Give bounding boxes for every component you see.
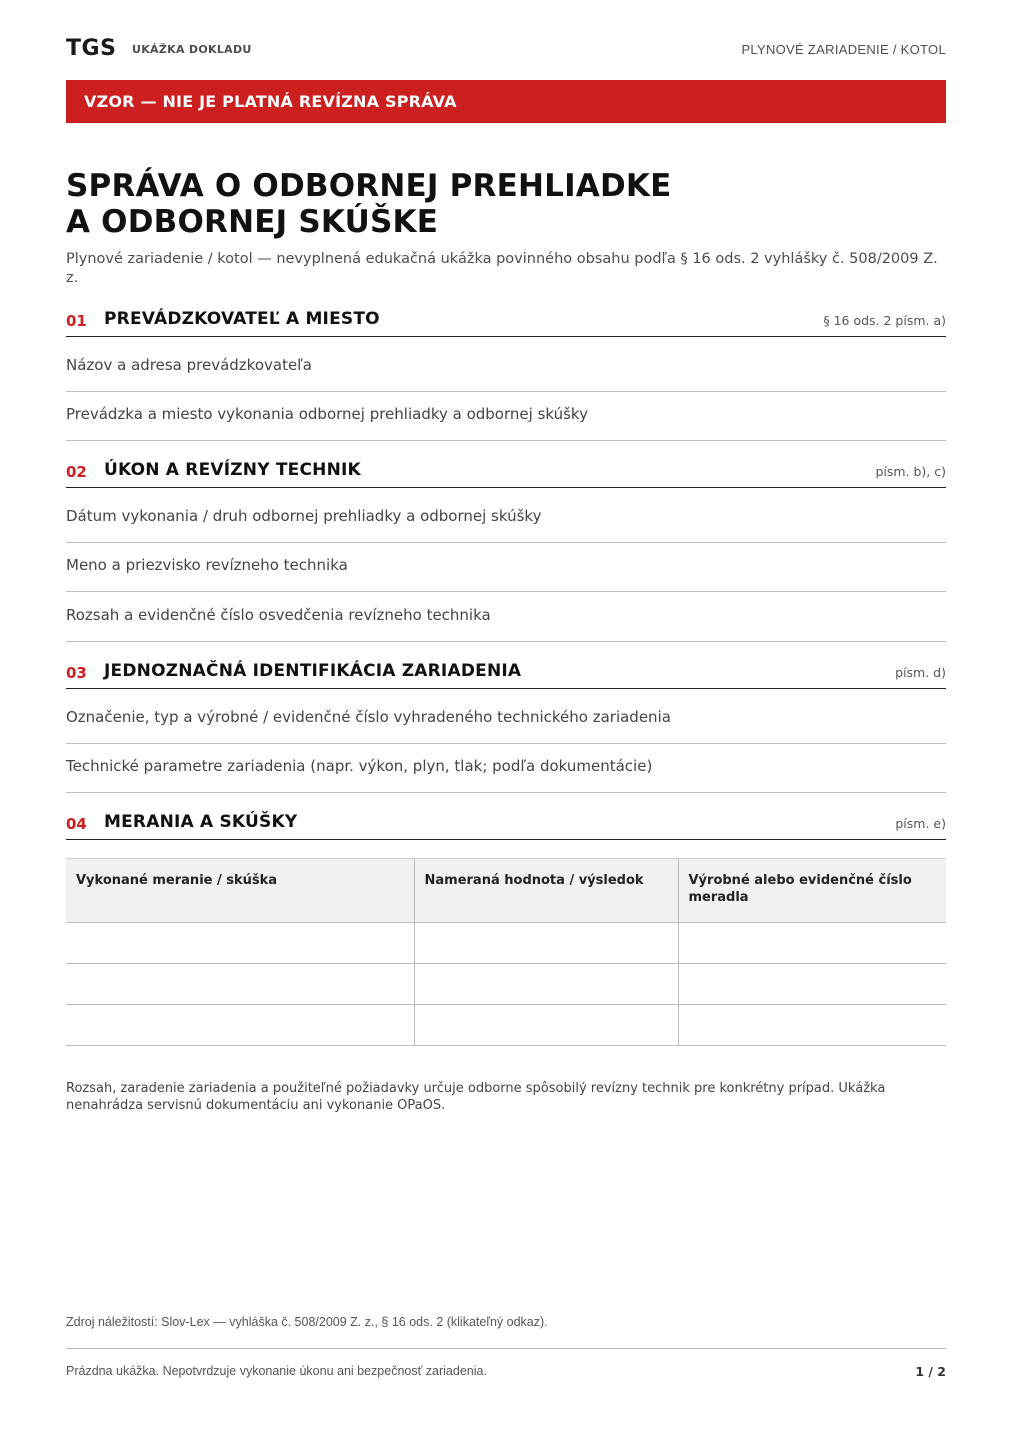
- section-title: ÚKON A REVÍZNY TECHNIK: [104, 460, 361, 480]
- company-logo: TGS: [66, 36, 117, 61]
- table-cell-measurement[interactable]: [66, 923, 414, 964]
- sample-warning-text: VZOR — NIE JE PLATNÁ REVÍZNA SPRÁVA: [84, 92, 457, 111]
- section-number: 04: [66, 815, 87, 833]
- section-header-operator: [66, 308, 946, 337]
- section-legal-reference: písm. d): [895, 665, 946, 680]
- table-cell-result[interactable]: [414, 964, 678, 1005]
- field-technician-name[interactable]: [66, 542, 946, 592]
- document-header: [66, 36, 946, 62]
- section-title: MERANIA A SKÚŠKY: [104, 812, 298, 832]
- table-cell-meter-number[interactable]: [678, 1005, 946, 1046]
- section-legal-reference: písm. e): [895, 816, 946, 831]
- field-label: Označenie, typ a výrobné / evidenčné číslo vyhradeného technického zariadenia: [66, 708, 671, 726]
- document-kind-label: UKÁŽKA DOKLADU: [132, 43, 252, 56]
- field-equipment-parameters[interactable]: [66, 743, 946, 793]
- page-title-line-1: SPRÁVA O ODBORNEJ PREHLIADKE: [66, 168, 672, 204]
- page-subtitle: Plynové zariadenie / kotol — nevyplnená edukačná ukážka povinného obsahu podľa § 16 ods. 2 vyhlášky č. 508/2009 Z. z.: [66, 251, 938, 286]
- sample-warning-banner: [66, 80, 946, 123]
- table-row: [66, 964, 946, 1005]
- section-title: PREVÁDZKOVATEĽ A MIESTO: [104, 309, 380, 329]
- section-header-inspection: [66, 459, 946, 488]
- field-equipment-designation[interactable]: [66, 694, 946, 744]
- page-number: 1 / 2: [915, 1364, 946, 1379]
- field-label: Prevádzka a miesto vykonania odbornej prehliadky a odbornej skúšky: [66, 405, 588, 423]
- field-operator-name-address[interactable]: [66, 342, 946, 392]
- field-operation-place[interactable]: [66, 391, 946, 441]
- column-header-meter-number: Výrobné alebo evidenčné číslo meradla: [678, 859, 946, 923]
- table-cell-measurement[interactable]: [66, 964, 414, 1005]
- table-cell-meter-number[interactable]: [678, 923, 946, 964]
- footer-divider: [66, 1348, 946, 1349]
- document-page: [66, 0, 946, 1432]
- section-number: 01: [66, 312, 87, 330]
- field-inspection-date-type[interactable]: [66, 493, 946, 543]
- source-reference-link[interactable]: Zdroj náležitostí: Slov-Lex — vyhláška č. 508/2009 Z. z., § 16 ods. 2 (klikateľný odkaz).: [66, 1315, 548, 1329]
- column-header-result: Nameraná hodnota / výsledok: [414, 859, 678, 923]
- section-legal-reference: písm. b), c): [875, 464, 946, 479]
- measurements-table: [66, 858, 946, 1046]
- section-header-measurements: [66, 811, 946, 840]
- scope-note: Rozsah, zaradenie zariadenia a použiteľné požiadavky určuje odborne spôsobilý revízny technik pre konkrétny prípad. Ukážka nenahrádza servisnú dokumentáciu ani vykonanie OPaOS.: [66, 1081, 886, 1113]
- document-type-label: PLYNOVÉ ZARIADENIE / KOTOL: [741, 42, 946, 57]
- section-legal-reference: § 16 ods. 2 písm. a): [823, 313, 946, 328]
- page-title: [66, 168, 946, 240]
- table-cell-result[interactable]: [414, 923, 678, 964]
- section-number: 03: [66, 664, 87, 682]
- field-label: Rozsah a evidenčné číslo osvedčenia revízneho technika: [66, 606, 491, 624]
- section-title: JEDNOZNAČNÁ IDENTIFIKÁCIA ZARIADENIA: [104, 661, 522, 681]
- section-number: 02: [66, 463, 87, 481]
- field-label: Technické parametre zariadenia (napr. výkon, plyn, tlak; podľa dokumentácie): [66, 757, 653, 775]
- table-row: [66, 923, 946, 964]
- field-label: Meno a priezvisko revízneho technika: [66, 556, 348, 574]
- table-cell-meter-number[interactable]: [678, 964, 946, 1005]
- page-title-line-2: A ODBORNEJ SKÚŠKE: [66, 204, 439, 240]
- table-cell-result[interactable]: [414, 1005, 678, 1046]
- table-row: [66, 1005, 946, 1046]
- footer-disclaimer: Prázdna ukážka. Nepotvrdzuje vykonanie úkonu ani bezpečnosť zariadenia.: [66, 1364, 487, 1378]
- field-technician-certificate[interactable]: [66, 592, 946, 642]
- field-label: Názov a adresa prevádzkovateľa: [66, 356, 312, 374]
- column-header-measurement: Vykonané meranie / skúška: [66, 859, 414, 923]
- field-label: Dátum vykonania / druh odbornej prehliadky a odbornej skúšky: [66, 507, 542, 525]
- table-cell-measurement[interactable]: [66, 1005, 414, 1046]
- table-header-row: [66, 859, 946, 923]
- section-header-identification: [66, 660, 946, 689]
